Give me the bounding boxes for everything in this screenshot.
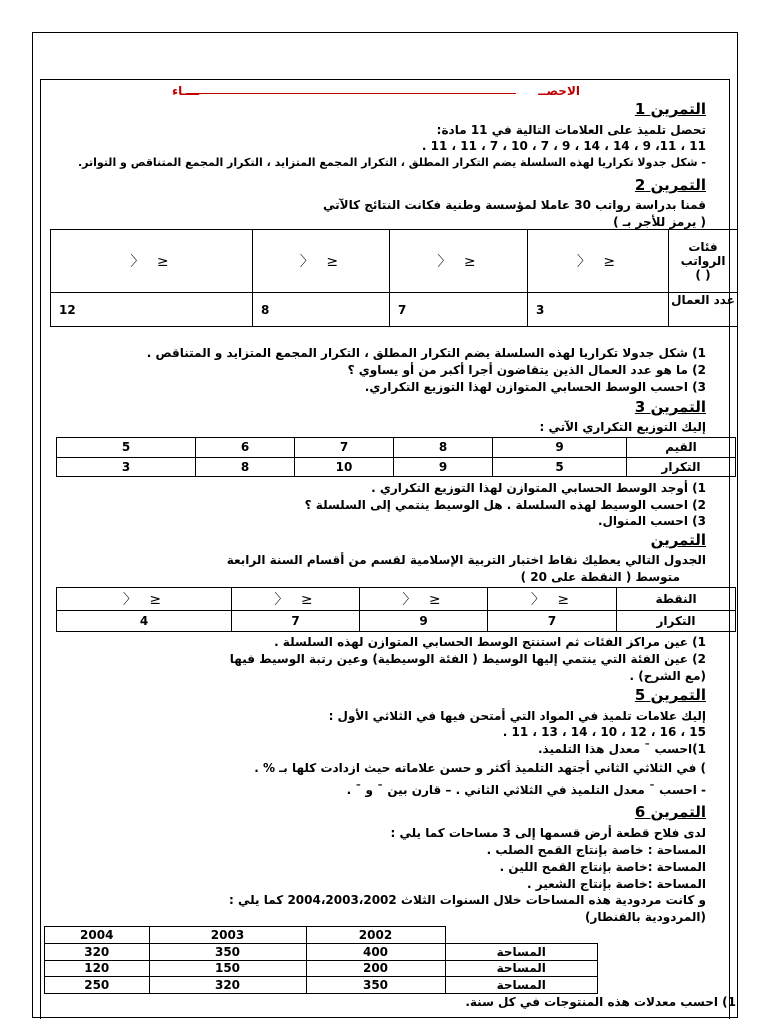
- ex6-area3: المساحة :خاصة بإنتاج الشعير .: [527, 877, 706, 891]
- ex3-q1: 1) أوجد الوسط الحسابي المتوازن لهذا التوزيع التكراري .: [371, 481, 706, 495]
- ex6-row3-2003: 320: [149, 977, 306, 994]
- ex6-table: [44, 926, 598, 994]
- ex4-freq-3: 7: [232, 611, 360, 632]
- ex2-class-3: ≤ 〈: [390, 230, 528, 293]
- ex6-area1: المساحة : خاصة بإنتاج القمح الصلب .: [486, 843, 706, 857]
- ex4-class-3: ≤ 〈: [360, 588, 488, 611]
- ex3-heading: التمرين 3: [634, 398, 706, 416]
- ex6-row3-2004: 250: [45, 977, 150, 994]
- ex2-header-line3: ( ): [695, 268, 711, 282]
- ex2-header-classes: [669, 230, 738, 293]
- ex6-line1: لدى فلاح قطعة أرض قسمها إلى 3 مساحات كما يلي :: [390, 826, 706, 840]
- ex6-row2-label: المساحة: [445, 960, 598, 977]
- ex2-line2: ( يرمز للأجر بـ ): [613, 215, 706, 229]
- ex3-value-5: 5: [57, 438, 196, 458]
- ex3-line1: إليك التوزيع التكراري الآتي :: [539, 420, 706, 434]
- ex1-line1: تحصل تلميذ على العلامات التالية في 11 مادة:: [436, 123, 706, 137]
- ex6-row1-2002: 400: [306, 944, 445, 961]
- ex4-line2: متوسط ( النقطة على 20 ): [520, 570, 680, 584]
- ex6-row1-label: المساحة: [445, 944, 598, 961]
- ex1-line3: - شكل جدولا تكراريا لهذه السلسلة يضم التكرار المطلق ، التكرار المجمع المتزايد ، التكرار المجمع المتناقص و التواتر.: [78, 156, 706, 169]
- ex2-q1: 1) شكل جدولا تكراريا لهذه السلسلة يضم التكرار المطلق ، التكرار المجمع المتزايد و المتناقص .: [146, 346, 706, 360]
- ex2-q2: 2) ما هو عدد العمال الذين يتقاضون أجرا أكبر من أو يساوي ؟: [347, 363, 706, 377]
- ex5-q2: ) في الثلاثي الثاني أجتهد التلميذ أكثر و حسن علاماته حيث ازدادت كلها بـ % .: [254, 761, 706, 775]
- ex4-heading: التمرين: [650, 531, 706, 549]
- title-line: [186, 93, 516, 94]
- ex3-value-1: 9: [493, 438, 627, 458]
- page-title: [172, 84, 580, 100]
- ex4-freq-2: 9: [360, 611, 488, 632]
- ex6-line3: (المردودية بالقنطار): [585, 910, 706, 924]
- ex5-line1: إليك علامات تلميذ في المواد التي أمتحن فيها في الثلاثي الأول :: [328, 709, 706, 723]
- ex6-line2: و كانت مردودية هذه المساحات خلال السنوات الثلاث 2004،2003،2002 كما يلي :: [229, 893, 706, 907]
- ex3-q2: 2) احسب الوسيط لهذه السلسلة . هل الوسيط ينتمي إلى السلسلة ؟: [304, 498, 706, 512]
- ex3-values-label: القيم: [627, 438, 736, 458]
- ex2-count-3: 8: [253, 293, 390, 327]
- ex2-count-4: 12: [51, 293, 253, 327]
- ex5-heading: التمرين 5: [634, 686, 706, 704]
- ex3-freq-label: التكرار: [627, 457, 736, 477]
- ex4-q1: 1) عين مراكز الفئات ثم استنتج الوسط الحسابي المتوازن لهذه السلسلة .: [274, 635, 706, 649]
- ex4-points-label: النقطة: [617, 588, 736, 611]
- ex6-year-2002: 2002: [306, 927, 445, 944]
- ex2-class-1: ≤ 〈: [51, 230, 253, 293]
- ex4-freq-1: 7: [488, 611, 617, 632]
- ex3-table: [56, 437, 736, 477]
- ex5-q3: - احسب ¯ معدل التلميذ في الثلاثي الثاني . – قارن بين ¯ و ¯ .: [346, 783, 706, 797]
- ex3-freq-1: 5: [493, 457, 627, 477]
- ex3-value-2: 8: [394, 438, 493, 458]
- ex6-area2: المساحة :خاصة بإنتاج القمح اللين .: [499, 860, 706, 874]
- ex3-value-3: 7: [295, 438, 394, 458]
- ex2-class-2: ≤ 〈: [253, 230, 390, 293]
- ex6-corner: [445, 927, 598, 944]
- ex2-count-2: 7: [390, 293, 528, 327]
- ex6-row2-2003: 150: [149, 960, 306, 977]
- ex4-freq-4: 4: [57, 611, 232, 632]
- ex5-q1: 1)احسب ¯ معدل هذا التلميذ.: [538, 742, 706, 756]
- ex3-q3: 3) احسب المنوال.: [597, 514, 706, 528]
- ex2-header-line2: الرواتب: [680, 254, 726, 268]
- ex6-row3-2002: 350: [306, 977, 445, 994]
- ex2-count-1: 3: [528, 293, 669, 327]
- ex4-table: [56, 587, 736, 632]
- ex4-q2b: (مع الشرح) .: [629, 669, 706, 683]
- ex2-q3: 3) احسب الوسط الحسابي المتوازن لهذا التوزيع التكراري.: [364, 380, 706, 394]
- ex6-row2-2002: 200: [306, 960, 445, 977]
- ex6-q1: 1) احسب معدلات هذه المنتوجات في كل سنة.: [465, 995, 736, 1009]
- ex6-row1-2003: 350: [149, 944, 306, 961]
- ex1-heading: التمرين 1: [634, 100, 706, 118]
- ex2-header-workers: عدد العمال: [669, 293, 738, 327]
- ex6-year-2004: 2004: [45, 927, 150, 944]
- ex2-class-4: ≤ 〈: [528, 230, 669, 293]
- ex6-heading: التمرين 6: [634, 803, 706, 821]
- ex3-freq-3: 10: [295, 457, 394, 477]
- ex3-freq-5: 3: [57, 457, 196, 477]
- ex3-freq-4: 8: [196, 457, 295, 477]
- ex2-header-line1: فئات: [688, 240, 718, 254]
- ex1-line2: 11 ، 11، 9 ، 14 ، 14 ، 9 ، 7 ، 10 ، 7 ، 11 ، 11 .: [421, 139, 706, 153]
- ex3-value-4: 6: [196, 438, 295, 458]
- ex4-class-1: ≤ 〈: [57, 588, 232, 611]
- ex4-class-2: ≤ 〈: [232, 588, 360, 611]
- ex2-table: [50, 229, 738, 327]
- ex6-row3-label: المساحة: [445, 977, 598, 994]
- ex4-freq-label: التكرار: [617, 611, 736, 632]
- ex6-row2-2004: 120: [45, 960, 150, 977]
- ex5-line2: 15 ، 16 ، 12 ، 10 ، 14 ، 13 ، 11 .: [502, 725, 706, 739]
- ex4-class-4: ≤ 〈: [488, 588, 617, 611]
- ex2-line1: قمنا بدراسة رواتب 30 عاملا لمؤسسة وطنية فكانت النتائج كالآتي: [323, 198, 706, 212]
- ex4-line1: الجدول التالي يعطيك نقاط اختبار التربية الإسلامية لقسم من أقسام السنة الرابعة: [226, 553, 706, 567]
- ex6-row1-2004: 320: [45, 944, 150, 961]
- ex3-freq-2: 9: [394, 457, 493, 477]
- ex6-year-2003: 2003: [149, 927, 306, 944]
- ex2-heading: التمرين 2: [634, 176, 706, 194]
- title-left: ــــاء: [172, 84, 200, 98]
- title-right: الاحصــ: [538, 84, 580, 98]
- ex4-q2: 2) عين الفئة التي ينتمي إليها الوسيط ( الفئة الوسيطية) وعين رتبة الوسيط فيها: [229, 652, 706, 666]
